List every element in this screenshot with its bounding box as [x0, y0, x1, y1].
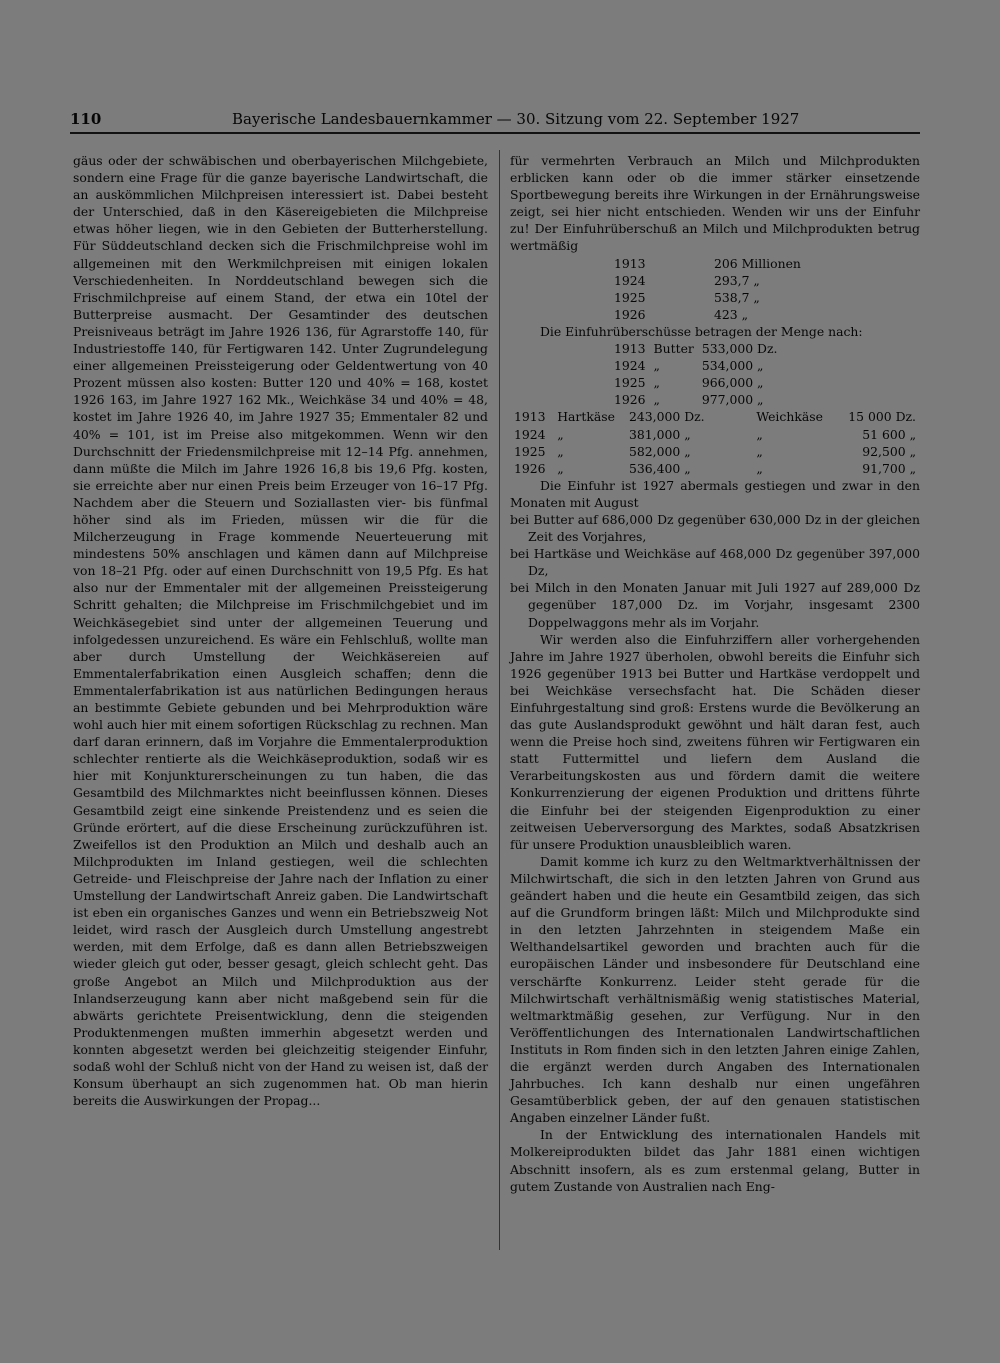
- hartkaese-value-cell: 536,400 „: [629, 460, 691, 476]
- table-row: [510, 460, 920, 477]
- product-cell: Butter: [653, 341, 694, 357]
- table-row: [610, 391, 781, 408]
- paragraph-damage: Wir werden also die Einfuhrziffern aller vorhergehenden Jahre im Jahre 1927 überholen, obwohl bereits die Einfuhr sich 1926 gegenüber 1913 bei Butter und Hartkäse verdoppelt und bei Weichkäse versechsfacht hat. Die Schäden dieser Einfuhrgestaltung sind groß: Erstens wurde die Bevölkerung an das gute Auslandsprodukt gewöhnt und hält daran fest, auch wenn die Preise hoch sind, zweitens führen wir Fertigwaren ein statt Futtermittel und liefern dem Ausland die Verarbeitungskosten aus und fördern damit die weitere Konkurrenzierung der eigenen Produktion und drittens führte die Einfuhr bei der steigenden Eigenproduktion zu einer zeitweisen Ueberversorgung des Marktes, sodaß Absatzkrisen für unsere Produktion unausbleiblich waren.: [510, 631, 920, 852]
- table-row: [610, 272, 805, 289]
- year-cell: 1913: [514, 409, 546, 425]
- import-value-table: [610, 255, 805, 323]
- table-row: [610, 340, 781, 357]
- weichkaese-label-cell: „: [756, 426, 763, 442]
- table-row: [510, 443, 920, 460]
- import-item-cheese: bei Hartkäse und Weichkäse auf 468,000 Dz gegenüber 397,000 Dz,: [510, 546, 920, 579]
- year-cell: 1926: [614, 306, 646, 322]
- value-cell: 533,000 Dz.: [701, 341, 778, 357]
- hartkaese-value-cell: 582,000 „: [629, 443, 691, 459]
- weichkaese-value-cell: 15 000 Dz.: [848, 409, 916, 425]
- hartkaese-value-cell: 381,000 „: [629, 426, 691, 442]
- year-cell: 1925: [614, 289, 646, 305]
- table-row: [610, 289, 805, 306]
- year-cell: 1913: [614, 341, 646, 357]
- value-cell: 534,000 „: [701, 358, 764, 374]
- product-cell: „: [653, 392, 660, 408]
- hartkaese-label-cell: Hartkäse: [557, 409, 615, 425]
- weichkaese-label-cell: „: [756, 443, 763, 459]
- import-item-milk: bei Milch in den Monaten Januar mit Juli 1927 auf 289,000 Dz gegenüber 187,000 Dz. im Vorjahr, insgesamt 2300 Doppelwaggons mehr als im Vorjahr.: [510, 580, 920, 630]
- right-column: [510, 152, 920, 1195]
- running-title: Bayerische Landesbauernkammer — 30. Sitzung vom 22. September 1927: [232, 110, 800, 128]
- value-cell: 966,000 „: [701, 375, 764, 391]
- weichkaese-value-cell: 91,700 „: [862, 460, 916, 476]
- year-cell: 1925: [614, 375, 646, 391]
- year-cell: 1926: [614, 392, 646, 408]
- weichkaese-label-cell: „: [756, 460, 763, 476]
- left-column: [73, 152, 488, 1109]
- column-divider: [499, 150, 500, 1250]
- cheese-import-table: [510, 408, 920, 476]
- butter-import-table: [610, 340, 781, 408]
- year-cell: 1924: [614, 358, 646, 374]
- hartkaese-label-cell: „: [557, 443, 564, 459]
- hartkaese-label-cell: „: [557, 460, 564, 476]
- hartkaese-label-cell: „: [557, 426, 564, 442]
- table-row: [610, 306, 805, 323]
- year-cell: 1924: [614, 272, 646, 288]
- table-row: [510, 408, 920, 425]
- year-cell: 1913: [614, 255, 646, 271]
- page-header: [70, 108, 920, 134]
- value-cell: 293,7 „: [714, 272, 760, 288]
- value-cell: 206 Millionen: [714, 255, 801, 271]
- page-number: 110: [70, 110, 102, 128]
- year-cell: 1924: [514, 426, 546, 442]
- weichkaese-value-cell: 51 600 „: [862, 426, 916, 442]
- product-cell: „: [653, 358, 660, 374]
- quantity-intro: Die Einfuhrüberschüsse betragen der Menge nach:: [540, 323, 863, 339]
- paragraph-world-market: Damit komme ich kurz zu den Weltmarktverhältnissen der Milchwirtschaft, die sich in den letzten Jahren von Grund aus geändert haben und die heute ein Gesamtbild zeigen, das sich auf die Grundform bringen läßt: Milch und Milchprodukte sind in den letzten Jahrzehnten in steigendem Maße ein Welthandelsartikel geworden und brachten auch für die europäischen Länder und insbesondere für Deutschland eine verschärfte Konkurrenz. Leider steht gerade für die Milchwirtschaft verhältnismäßig wenig statistisches Material, weltmarktmäßig gesehen, zur Verfügung. Nur in den Veröffentlichungen des Internationalen Landwirtschaftlichen Instituts in Rom finden sich in den letzten Jahren einige Zahlen, die ergänzt werden durch Angaben des Internationalen Jahrbuches. Ich kann deshalb nur einen ungefähren Gesamtüberblick geben, der auf den genauen statistischen Angaben einzelner Länder fußt.: [510, 853, 920, 1126]
- table-row: [610, 255, 805, 272]
- value-cell: 977,000 „: [701, 392, 764, 408]
- product-cell: „: [653, 375, 660, 391]
- value-cell: 423 „: [714, 306, 749, 322]
- import-intro-paragraph: für vermehrten Verbrauch an Milch und Milchprodukten erblicken kann oder ob die immer stärker einsetzende Sportbewegung bereits ihre Wirkungen in der Ernährungsweise zeigt, sei hier nicht entschieden. Wenden wir uns der Einfuhr zu! Der Einfuhrüberschuß an Milch und Milchprodukten betrug wertmäßig: [510, 153, 920, 254]
- hartkaese-value-cell: 243,000 Dz.: [629, 409, 705, 425]
- weichkaese-value-cell: 92,500 „: [862, 443, 916, 459]
- table-row: [610, 357, 781, 374]
- value-cell: 538,7 „: [714, 289, 760, 305]
- year-cell: 1925: [514, 443, 546, 459]
- paragraph-international-trade: In der Entwicklung des internationalen Handels mit Molkereiprodukten bildet das Jahr 1881 einen wichtigen Abschnitt insofern, als es zum erstenmal gelang, Butter in gutem Zustande von Australien nach Eng-: [510, 1127, 920, 1194]
- table-row: [610, 374, 781, 391]
- weichkaese-label-cell: Weichkäse: [756, 409, 823, 425]
- left-column-text: gäus oder der schwäbischen und oberbayerischen Milchgebiete, sondern eine Frage für die ganze bayerische Landwirtschaft, die an auskömmlichen Milchpreisen interessiert ist. Dabei besteht der Unterschied, daß in den Käsereigebieten die Milchpreise etwas höher liegen, wie in den Gebieten der Butterherstellung. Für Süddeutschland decken sich die Frischmilchpreise wohl im allgemeinen mit den Werkmilchpreisen mit einigen lokalen Verschiedenheiten. In Norddeutschland bewegen sich die Frischmilchpreise auf einem Stand, der etwa ein 10tel der Butterpreise ausmacht. Der Gesamtinder des deutschen Preisniveaus beträgt im Jahre 1926 136, für Agrarstoffe 140, für Industriestoffe 140, für Fertigwaren 142. Unter Zugrundelegung einer allgemeinen Preissteigerung oder Geldentwertung von 40 Prozent müssen also kosten: Butter 120 und 40% = 168, kostet 1926 163, im Jahre 1927 162 Mk., Weichkäse 34 und 40% = 48, kostet im Jahre 1926 40, im Jahre 1927 35; Emmentaler 82 und 40% = 101, ist im Preise also mitgekommen. Wenn wir den Durchschnitt der Friedensmilchpreise mit 12–14 Pfg. annehmen, dann müßte die Milch im Jahre 1926 16,8 bis 19,6 Pfg. kosten, sie erreichte aber nur einen Preis beim Erzeuger von 16–17 Pfg. Nachdem aber die Steuern und Soziallasten vier- bis fünfmal höher sind als im Frieden, müssen wir die für die Milcherzeugung in Frage kommende Neuerteuerung mit mindestens 50% anschlagen und kämen dann auf Milchpreise von 18–21 Pfg. oder auf einen Durchschnitt von 19,5 Pfg. Es hat also nur der Emmentaler mit der allgemeinen Preissteigerung Schritt gehalten; die Milchpreise im Frischmilchgebiet und im Weichkäsegebiet sind unter der allgemeinen Teuerung und infolgedessen unzureichend. Es wäre ein Fehlschluß, wollte man aber durch Umstellung der Weichkäsereien auf Emmentalerfabrikation einen Ausgleich schaffen; denn die Emmentalerfabrikation ist aus natürlichen Bedingungen heraus an bestimmte Gebiete gebunden und bei Mehrproduktion wäre wohl auch hier mit einem sofortigen Rückschlag zu rechnen. Man darf daran erinnern, daß im Vorjahre die Emmentalerproduktion schlechter rentierte als die Weichkäseproduktion, sodaß wir es hier mit Konjunkturerscheinungen zu tun haben, die das Gesamtbild des Milchmarktes nicht beeinflussen können. Dieses Gesamtbild zeigt eine sinkende Preistendenz und es seien die Gründe erörtert, auf die diese Erscheinung zurückzuführen ist. Zweifellos ist den Produktion an Milch und deshalb auch an Milchprodukten im Inland gestiegen, weil die schlechten Getreide- und Fleischpreise der Jahre nach der Inflation zu einer Umstellung der Landwirtschaft Anreiz gaben. Die Landwirtschaft ist eben ein organisches Ganzes und wenn ein Betriebszweig Not leidet, wird rasch der Ausgleich durch Umstellung angestrebt werden, mit dem Erfolge, daß es dann allen Betriebszweigen wieder gleich gut oder, besser gesagt, gleich schlecht geht. Das große Angebot an Milch und Milchproduktion aus der Inlandserzeugung kann aber nicht maßgebend sein für die abwärts gerichtete Preisentwicklung, denn die steigenden Produktenmengen mußten immerhin abgesetzt werden und konnten abgesetzt werden bei gleichzeitig steigender Einfuhr, sodaß wohl der Schluß nicht von der Hand zu weisen ist, daß der Konsum überhaupt an sich zugenommen hat. Ob man hierin bereits die Auswirkungen der Propag...: [73, 153, 488, 1109]
- table-row: [510, 426, 920, 443]
- import-item-butter: bei Butter auf 686,000 Dz gegenüber 630,000 Dz in der gleichen Zeit des Vorjahres,: [510, 511, 920, 545]
- import-1927-intro: Die Einfuhr ist 1927 abermals gestiegen und zwar in den Monaten mit August: [510, 477, 920, 510]
- year-cell: 1926: [514, 460, 546, 476]
